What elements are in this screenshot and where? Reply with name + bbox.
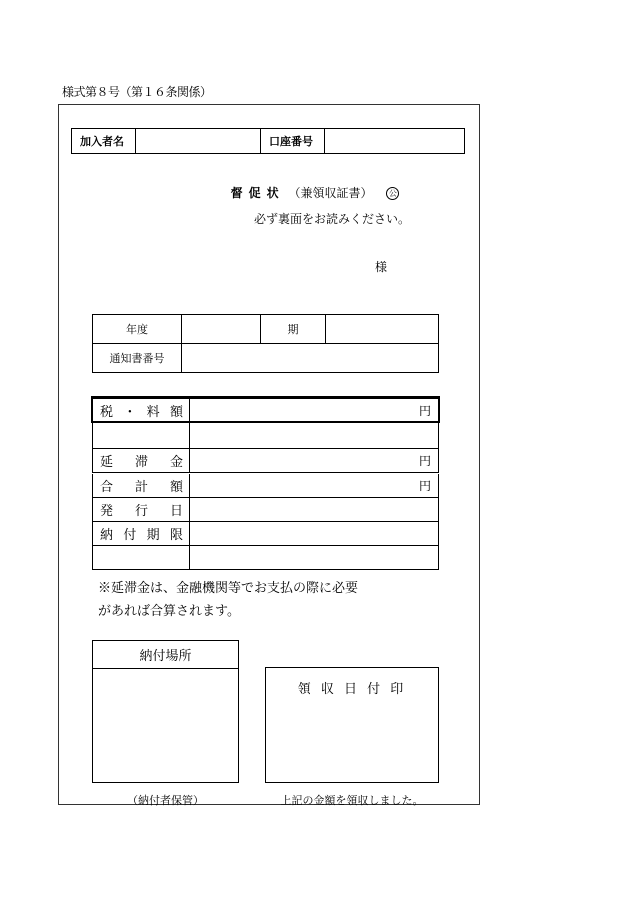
amount-label-char: 行 <box>134 504 148 519</box>
form-number-label: 様式第８号（第１６条関係） <box>62 85 212 99</box>
instruction-text: 必ず裏面をお読みください。 <box>253 212 410 226</box>
amount-label-char: 付 <box>123 528 137 543</box>
term-label: 期 <box>261 315 326 343</box>
amount-table-row <box>92 474 439 498</box>
amount-table-row <box>92 498 439 522</box>
amount-label-char: 金 <box>169 455 183 470</box>
subscriber-name-field[interactable] <box>136 129 261 153</box>
amount-label-char: 額 <box>169 405 183 420</box>
receipt-stamp-title: 領 収 日 付 印 <box>297 682 407 697</box>
late-fee-note-line1: ※延滞金は、金融機関等でお支払の際に必要 <box>98 581 359 596</box>
payment-place-title: 納付場所 <box>93 641 238 669</box>
amount-value-field[interactable] <box>190 546 438 569</box>
payment-place-caption: （納付者保管） <box>127 794 204 807</box>
tax-amount-highlight <box>91 396 440 423</box>
amount-label <box>93 546 190 569</box>
amount-table-row <box>92 449 439 473</box>
official-mark-icon: 公 <box>386 187 399 200</box>
late-fee-note-line2: があれば合算されます。 <box>98 604 240 619</box>
document-title <box>0 184 630 201</box>
amount-value-field[interactable] <box>190 423 438 448</box>
title-sub: （兼領収証書） <box>288 186 373 200</box>
amount-label-char: 発 <box>100 504 114 519</box>
amount-label-char: 料 <box>146 405 160 420</box>
amount-label-char: 滞 <box>134 455 148 470</box>
amount-label <box>93 522 190 545</box>
amount-value-field[interactable] <box>190 522 438 545</box>
amount-label-char: 期 <box>146 528 160 543</box>
amount-label-char: 限 <box>169 528 183 543</box>
amount-label-char: 計 <box>134 480 148 495</box>
amount-label-char: 納 <box>100 528 114 543</box>
year-label: 年度 <box>93 315 182 343</box>
receipt-stamp-box <box>265 667 439 783</box>
amount-label-char: 合 <box>100 480 114 495</box>
year-field[interactable] <box>182 315 261 343</box>
term-field[interactable] <box>326 315 438 343</box>
account-number-label: 口座番号 <box>261 129 325 153</box>
amount-unit: 円 <box>418 479 431 493</box>
payment-place-box <box>92 640 239 783</box>
account-number-field[interactable] <box>325 129 464 153</box>
amount-label-char: 額 <box>169 480 183 495</box>
amount-table-row <box>92 546 439 570</box>
amount-table-row <box>92 423 439 449</box>
amount-label-char: 日 <box>169 504 183 519</box>
subscriber-header-table <box>71 128 465 154</box>
amount-value-field[interactable] <box>190 474 438 497</box>
amount-value-field[interactable] <box>190 498 438 521</box>
addressee-suffix: 様 <box>375 260 388 274</box>
title-main: 督促状 <box>230 186 285 200</box>
amount-table-row <box>92 522 439 546</box>
period-table <box>92 314 439 373</box>
subscriber-name-label: 加入者名 <box>72 129 136 153</box>
notice-number-field[interactable] <box>182 344 438 372</box>
amount-label-char: 延 <box>100 455 114 470</box>
amount-value-field[interactable] <box>190 449 438 472</box>
notice-number-label: 通知書番号 <box>93 344 182 372</box>
amount-label-char: 税 <box>100 405 114 420</box>
amount-label <box>93 423 190 448</box>
amount-label-char: ・ <box>123 405 137 420</box>
amount-label <box>93 449 190 472</box>
amount-label <box>93 498 190 521</box>
amount-unit: 円 <box>418 404 431 418</box>
amount-unit: 円 <box>418 454 431 468</box>
receipt-caption: 上記の金額を領収しました。 <box>280 794 424 807</box>
amount-label <box>93 474 190 497</box>
